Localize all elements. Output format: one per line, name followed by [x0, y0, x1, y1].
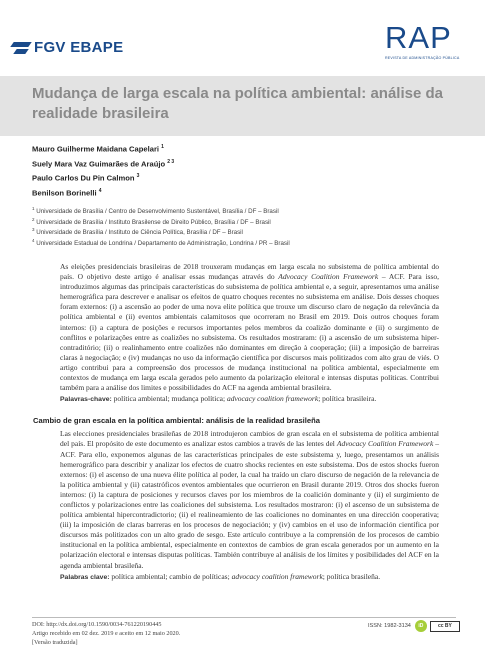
title-band: [0, 76, 485, 136]
keywords-pt: Palavras-chave: política ambiental; mudança política; advocacy coalition framework; política brasileira.: [60, 394, 377, 404]
page-header: [0, 0, 485, 76]
author: Mauro Guilherme Maidana Capelari $^1$: [32, 144, 164, 154]
orcid-icon: iD: [415, 620, 427, 632]
author: Benilson Borinelli $^4$: [32, 187, 102, 198]
rap-logo: [385, 22, 467, 60]
footer-divider: [32, 617, 456, 618]
keywords-es: Palabras clave: política ambiental; cambio de políticas; advocacy coalition framework; política brasileña.: [60, 571, 381, 581]
affiliation-list: [32, 204, 290, 246]
author-list: [32, 140, 174, 198]
affiliation: $^3$ Universidade de Brasília / Instituto de Ciência Política, Brasília / DF – Brasil: [32, 227, 243, 237]
doi-link[interactable]: DOI: http://dx.doi.org/10.1590/0034-761220190445: [32, 621, 162, 628]
article-title: Mudança de larga escala na política ambiental: análise da realidade brasileira: [32, 85, 443, 122]
abstract-pt: As eleições presidenciais brasileiras de 2018 trouxeram mudanças em larga escala no subsistema de política ambiental do país. O objetivo deste artigo é analisar essas mudanças através do Advocacy Coalition Framework – ACF. Para isso, introduzimos algumas das principais características do subsistema de política ambiental e, a seguir, apresentamos uma análise hemerográfica para descrever e analisar os efeitos de quatro choques recentes no subsistema em análise. Dois desses choques foram externos: (i) a ascensão ao poder de uma nova elite política que trouxe um discurso claro de negação da relevância da política ambiental e (ii) eventos ambientais calamitosos que ocorreram no Brasil em 2019. Dois outros choques foram internos: (i) a captura de posições e recursos importantes pelos membros da coalizão dominante e (ii) o surgimento de conflitos e polarizações entre as coalizões no subsistema. Os resultados mostraram: (i) a ascensão de um subsistema hiper-contraditório; (ii) o realinhamento entre coalizões não dominantes em direção à cooperação; (iii) a imposição de barreiras claras à negociação; e (iv) mudanças no uso da informação científica por discursos mais politizados com alto grau de viés. O artigo contribui para a compreensão dos processos de mudança institucional na política ambiental, especialmente em contextos de mudança em larga escala gerados pelo aumento da polarização eleitoral e intensas disputas políticas. Contribui também para a análise dos limites e possibilidades do ACF na agenda ambiental brasileira.: [60, 262, 440, 393]
rap-logo-subtitle: REVISTA DE ADMINISTRAÇÃO PÚBLICA: [385, 56, 460, 60]
abstract-section: [33, 262, 440, 583]
fgv-logo-text: FGV EBAPE: [34, 39, 124, 56]
abstract-es-heading: Cambio de gran escala en la política ambiental: análisis de la realidad brasileña: [33, 416, 320, 426]
fgv-logo-icon: [12, 41, 30, 55]
issn-block: [368, 620, 460, 632]
issn-number: ISSN: 1982-3134: [368, 623, 411, 629]
received-date: Artigo recebido em 02 dez. 2019 e aceito em 12 maio 2020.: [32, 630, 181, 638]
cc-by-license-icon: cc BY: [430, 621, 460, 632]
rap-logo-text: RAP: [385, 20, 452, 55]
fgv-ebape-logo: [12, 39, 123, 56]
author: Suely Mara Vaz Guimarães de Araújo $^{2 3}$: [32, 158, 175, 169]
footer-info: [32, 620, 180, 647]
abstract-es: Las elecciones presidenciales brasileñas de 2018 introdujeron cambios de gran escala en el subsistema de política ambiental del país. El propósito de este documento es analizar estos cambios a través de las lentes del Advocacy Coalition Framework – ACF. Para ello, exponemos algunas de las características principales de este subsistema y, luego, presentamos un análisis hemerográfico para describir y analizar los efectos de cuatro shocks recientes en este subsistema. Dos de estos shocks fueron externos: (i) el ascenso de una nueva élite política al poder, la cual ha traído un claro discurso de negación de la relevancia de la política ambiental y (ii) catastróficos eventos ambientales que ocurrieron en Brasil durante 2019. Otros dos shocks fueron internos: (i) la captura de posiciones y recursos claves por los miembros de la coalición dominante y (ii) el surgimiento de conflictos y polarizaciones entre las coaliciones del subsistema. Los resultados mostraron: (i) el ascenso de un subsistema de política ambiental hipercontradictorio; (ii) el realineamiento de las coaliciones no dominantes en una dirección cooperativa; (iii) la imposición de claras barreras en los procesos de negociación; y (iv) cambios en el uso de información científica por discursos más politizados con un alto grado de sesgo. Este artículo contribuye a la comprensión de los procesos de cambio institucional en la política ambiental, especialmente en contextos de cambios de gran escala generados por un aumento en la polarización electoral e intensas disputas políticas. También contribuye al análisis de los límites y posibilidades del ACF en la agenda ambiental brasileña.: [60, 429, 439, 570]
affiliation: $^4$ Universidade Estadual de Londrina / Departamento de Administração, Londrina / PR – Brasil: [32, 237, 290, 247]
author: Paulo Carlos Du Pin Calmon $^3$: [32, 173, 140, 183]
version-note: [Versão traduzida]: [32, 639, 78, 647]
affiliation: $^1$ Universidade de Brasília / Centro de Desenvolvimento Sustentável, Brasília / DF – Brasil: [32, 206, 279, 216]
affiliation: $^2$ Universidade de Brasília / Instituto Brasilense de Direito Público, Brasília / DF – Brasil: [32, 216, 271, 226]
